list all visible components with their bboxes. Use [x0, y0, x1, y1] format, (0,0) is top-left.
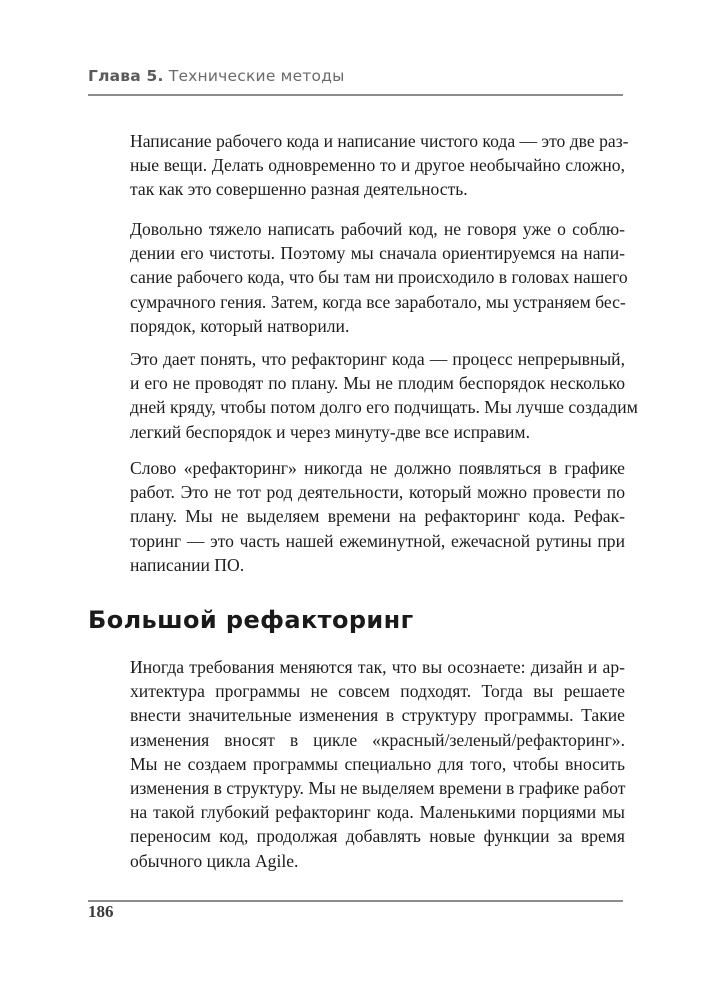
- text-line: сание рабочего кода, что бы там ни происходило в головах нашего: [130, 267, 628, 288]
- text-line: изменения в структуру. Мы не выделяем времени в графике работ: [130, 778, 626, 799]
- page-number: 186: [88, 902, 114, 921]
- text-line: Мы не создаем программы специально для того, чтобы вносить: [130, 753, 625, 774]
- text-line: так как это совершенно разная деятельность.: [130, 179, 468, 200]
- chapter-title: Технические методы: [168, 67, 345, 85]
- text-line: дении его чистоты. Поэтому мы сначала ориентируемся на напи-: [130, 243, 625, 264]
- running-head: [88, 67, 345, 85]
- text-line: и его не проводят по плану. Мы не плодим беспорядок несколько: [130, 373, 625, 394]
- header-rule: [88, 94, 623, 96]
- text-line: ные вещи. Делать одновременно то и другое необычайно сложно,: [130, 155, 625, 176]
- text-line: обычного цикла Agile.: [130, 850, 299, 871]
- text-line: торинг — это часть нашей ежеминутной, ежечасной рутины при: [130, 530, 625, 551]
- paragraph-3: [130, 347, 638, 444]
- section-paragraph: [130, 655, 625, 873]
- paragraph-1: [130, 129, 629, 202]
- paragraph-4: [130, 456, 625, 577]
- text-line: на такой глубокий рефакторинг кода. Маленькими порциями мы: [130, 802, 625, 823]
- text-line: хитектура программы не совсем подходят. Тогда вы решаете: [130, 681, 625, 702]
- text-line: плану. Мы не выделяем времени на рефакторинг кода. Рефак-: [130, 506, 625, 527]
- text-line: переносим код, продолжая добавлять новые функции за время: [130, 826, 625, 847]
- chapter-label: Глава 5.: [88, 67, 164, 85]
- text-line: Довольно тяжело написать рабочий код, не говоря уже о соблю-: [130, 219, 625, 239]
- footer-rule: [88, 900, 623, 902]
- text-line: изменения вносят в цикле «красный/зеленый/рефакторинг».: [130, 729, 625, 750]
- text-line: сумрачного гения. Затем, когда все заработало, мы устраняем бес-: [130, 291, 626, 312]
- text-line: внести значительные изменения в структуру программы. Такие: [130, 705, 625, 726]
- text-line: дней кряду, чтобы потом долго его подчищать. Мы лучше создадим: [130, 397, 638, 418]
- paragraph-2: [130, 217, 628, 338]
- section-heading: Большой рефакторинг: [88, 606, 414, 634]
- text-line: Это дает понять, что рефакторинг кода — процесс непрерывный,: [130, 349, 625, 369]
- text-line: Слово «рефакторинг» никогда не должно появляться в графике: [130, 458, 625, 478]
- text-line: порядок, который натворили.: [130, 315, 350, 336]
- text-line: Написание рабочего кода и написание чистого кода — это две раз-: [130, 131, 629, 151]
- text-line: Иногда требования меняются так, что вы осознаете: дизайн и ар-: [130, 657, 625, 677]
- text-line: написании ПО.: [130, 554, 245, 575]
- text-line: легкий беспорядок и через минуту-две все исправим.: [130, 421, 530, 442]
- text-line: работ. Это не тот род деятельности, который можно провести по: [130, 482, 625, 503]
